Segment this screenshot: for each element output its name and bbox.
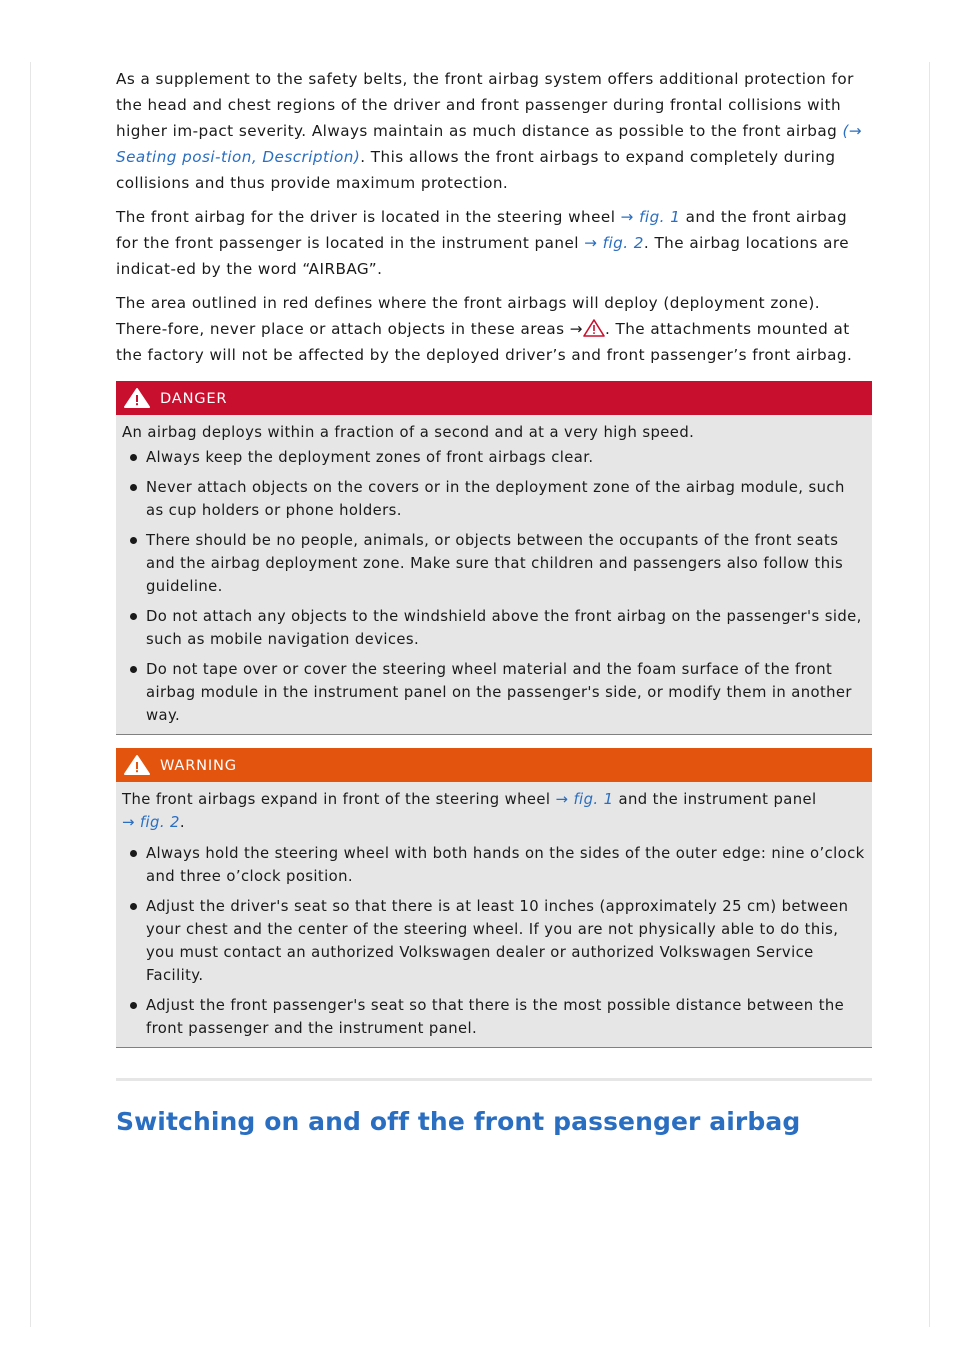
list-item: Do not attach any objects to the windshield above the front airbag on the passenger's side, such as mobile navigation devices. [146,605,866,651]
arrow-right-icon: → [569,320,583,338]
page-margin-rule-right [929,62,930,1327]
page-content [116,66,872,1136]
warning-box [116,748,872,1048]
list-item: Do not tape over or cover the steering wheel material and the foam surface of the front airbag module in the instrument panel on the passenger's side, or modify them in another way. [146,658,866,727]
intro-paragraph-1: As a supplement to the safety belts, the front airbag system offers additional protection for the head and chest regions of the driver and front passenger during frontal collisions with higher im-pact severity. Always maintain as much distance as possible to the front airbag (→ Seating posi-tion, Description). This allows the front airbags to expand completely during collisions and thus provide maximum protection. [116,70,863,192]
warning-triangle-icon [122,754,152,776]
arrow-right-icon: → [584,234,598,252]
danger-box [116,381,872,735]
page-margin-rule-left [30,62,31,1327]
list-item: Never attach objects on the covers or in the deployment zone of the airbag module, such as cup holders or phone holders. [146,476,866,522]
warning-list [122,842,866,1040]
list-item: Adjust the front passenger's seat so that there is the most possible distance between the front passenger and the instrument panel. [146,994,866,1040]
warning-header [116,748,872,782]
list-item: Always hold the steering wheel with both hands on the sides of the outer edge: nine o’clock and three o’clock position. [146,842,866,888]
section-heading: Switching on and off the front passenger airbag [116,1107,801,1136]
danger-body [116,415,872,734]
fig-1-link[interactable]: fig. 1 [573,791,614,808]
warning-triangle-link-icon[interactable] [583,319,605,337]
fig-2-link[interactable]: fig. 2 [602,234,644,252]
intro-paragraph-3: The area outlined in red defines where the front airbags will deploy (deployment zone). There-fore, never place or attach objects in these areas → . The attachments mounted at the factory will not be affected by the deployed driver’s and front passenger’s front airbag. [116,294,853,364]
fig-1-link[interactable]: fig. 1 [639,208,681,226]
list-item: Always keep the deployment zones of front airbags clear. [146,446,866,469]
arrow-right-icon: → [620,208,634,226]
seating-position-link[interactable]: (→ Seating posi-tion, Description) [116,122,863,166]
warning-intro: The front airbags expand in front of the steering wheel → fig. 1 and the instrument panel → fig. 2. [122,791,817,831]
list-item: There should be no people, animals, or objects between the occupants of the front seats and the airbag deployment zone. Make sure that children and passengers also follow this guideline. [146,529,866,598]
danger-list [122,446,866,727]
warning-body [116,782,872,1047]
danger-header [116,381,872,415]
section-divider [116,1078,872,1081]
arrow-right-icon: → [555,791,569,808]
warning-title: WARNING [160,756,237,774]
fig-2-link[interactable]: fig. 2 [139,814,180,831]
arrow-right-icon: → [122,814,135,831]
danger-title: DANGER [160,389,228,407]
danger-intro: An airbag deploys within a fraction of a second and at a very high speed. [122,424,695,441]
warning-triangle-icon [122,387,152,409]
intro-paragraph-2: The front airbag for the driver is located in the steering wheel → fig. 1 and the front airbag for the front passenger is located in the instrument panel → fig. 2. The airbag locations are indicat-ed by the word “AIRBAG”. [116,208,850,278]
list-item: Adjust the driver's seat so that there is at least 10 inches (approximately 25 cm) between your chest and the center of the steering wheel. If you are not physically able to do this, you must contact an authorized Volkswagen dealer or authorized Volkswagen Service Facility. [146,895,866,987]
